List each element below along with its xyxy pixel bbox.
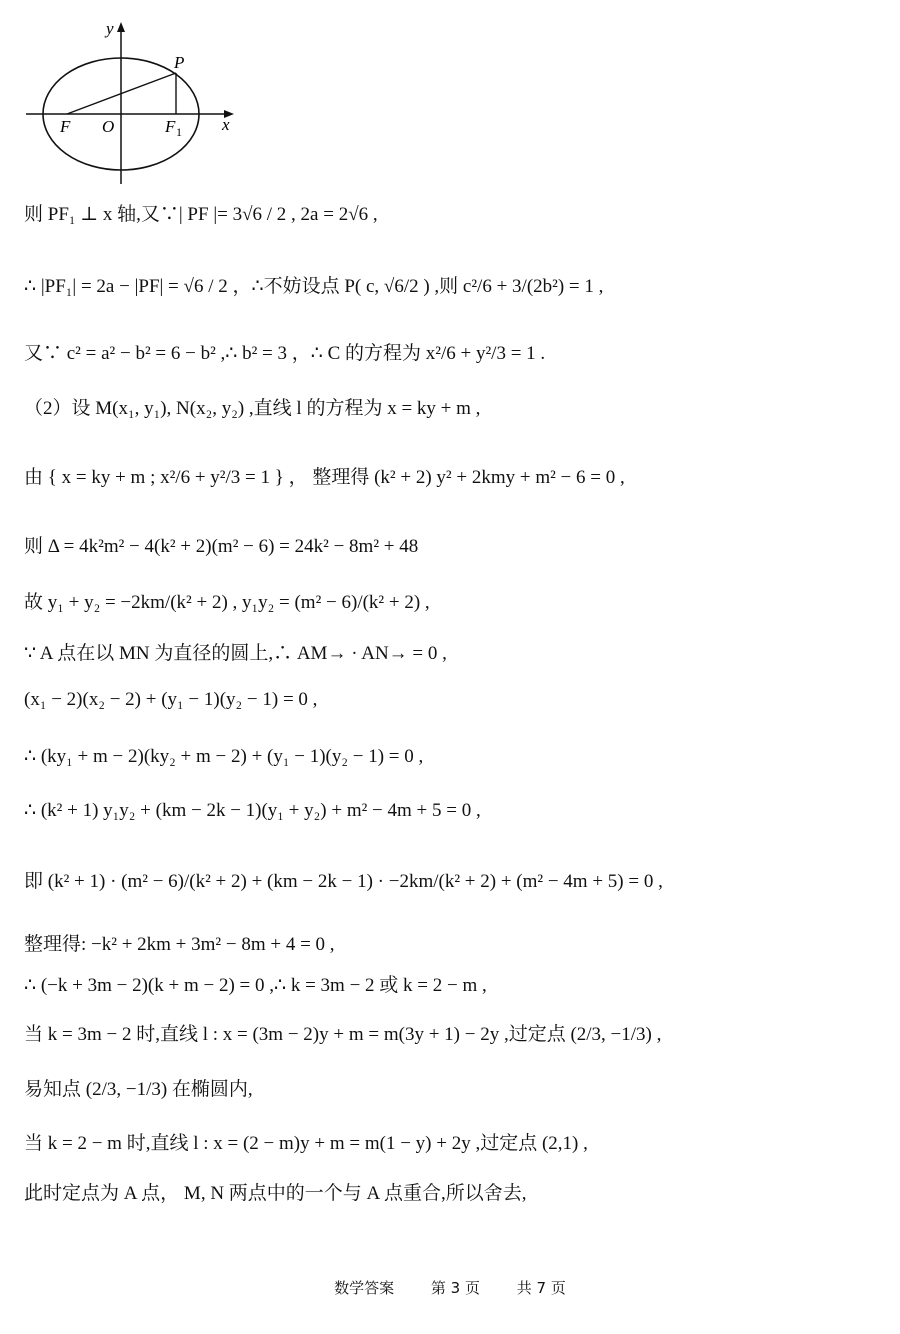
line-6: 则 Δ = 4k²m² − 4(k² + 2)(m² − 6) = 24k² − 8m² + 48 (24, 536, 419, 557)
label-f1-sub: 1 (176, 125, 182, 139)
label-f1: F (165, 117, 176, 136)
line-10: ∴ (ky₁ + m − 2)(ky₂ + m − 2) + (y₁ − 1)(y₂ − 1) = 0 , (24, 746, 424, 767)
label-y: y (106, 19, 114, 38)
line-5: 由 { x = ky + m ; x²/6 + y²/3 = 1 } ， 整理得 (k² + 2) y² + 2kmy + m² − 6 = 0 , (24, 467, 625, 488)
line-7: 故 y₁ + y₂ = −2km/(k² + 2) , y₁y₂ = (m² − 6)/(k² + 2) , (24, 592, 430, 613)
ellipse-figure (20, 18, 250, 193)
footer-subject: 数学答案 (334, 1279, 395, 1297)
page-footer (0, 1277, 900, 1298)
line-4: （2）设 M(x₁, y₁), N(x₂, y₂) ,直线 l 的方程为 x = ky + m , (24, 398, 481, 419)
line-3: 又∵ c² = a² − b² = 6 − b² ,∴ b² = 3 ，∴ C 的方程为 x²/6 + y²/3 = 1 . (24, 343, 546, 364)
line-17: 当 k = 2 − m 时,直线 l : x = (2 − m)y + m = m(1 − y) + 2y ,过定点 (2,1) , (24, 1133, 588, 1154)
line-1: 则 PF₁ ⊥ x 轴,又∵| PF |= 3√6 / 2 , 2a = 2√6 , (24, 204, 378, 225)
footer-total: 共 7 页 (516, 1279, 566, 1297)
line-12: 即 (k² + 1) · (m² − 6)/(k² + 2) + (km − 2k − 1) · −2km/(k² + 2) + (m² − 4m + 5) = 0 , (24, 871, 663, 892)
line-9: (x₁ − 2)(x₂ − 2) + (y₁ − 1)(y₂ − 1) = 0 , (24, 689, 318, 710)
line-18: 此时定点为 A 点， M, N 两点中的一个与 A 点重合,所以舍去, (24, 1183, 527, 1204)
footer-page: 第 3 页 (430, 1279, 480, 1297)
line-13: 整理得: −k² + 2km + 3m² − 8m + 4 = 0 , (24, 934, 335, 955)
line-15: 当 k = 3m − 2 时,直线 l : x = (3m − 2)y + m = m(3y + 1) − 2y ,过定点 (2/3, −1/3) , (24, 1024, 662, 1045)
label-x: x (222, 115, 230, 134)
y-axis-arrow (117, 22, 125, 32)
label-o: O (102, 117, 115, 136)
line-2: ∴ |PF₁| = 2a − |PF| = √6 / 2 ，∴不妨设点 P( c, √6/2 ) ,则 c²/6 + 3/(2b²) = 1 , (24, 276, 604, 297)
label-p: P (174, 53, 185, 72)
line-14: ∴ (−k + 3m − 2)(k + m − 2) = 0 ,∴ k = 3m − 2 或 k = 2 − m , (24, 975, 487, 996)
label-f: F (60, 117, 71, 136)
line-16: 易知点 (2/3, −1/3) 在椭圆内, (24, 1079, 253, 1100)
line-8: ∵ A 点在以 MN 为直径的圆上,∴ AM→ · AN→ = 0 , (24, 643, 447, 664)
line-11: ∴ (k² + 1) y₁y₂ + (km − 2k − 1)(y₁ + y₂) + m² − 4m + 5 = 0 , (24, 800, 481, 821)
